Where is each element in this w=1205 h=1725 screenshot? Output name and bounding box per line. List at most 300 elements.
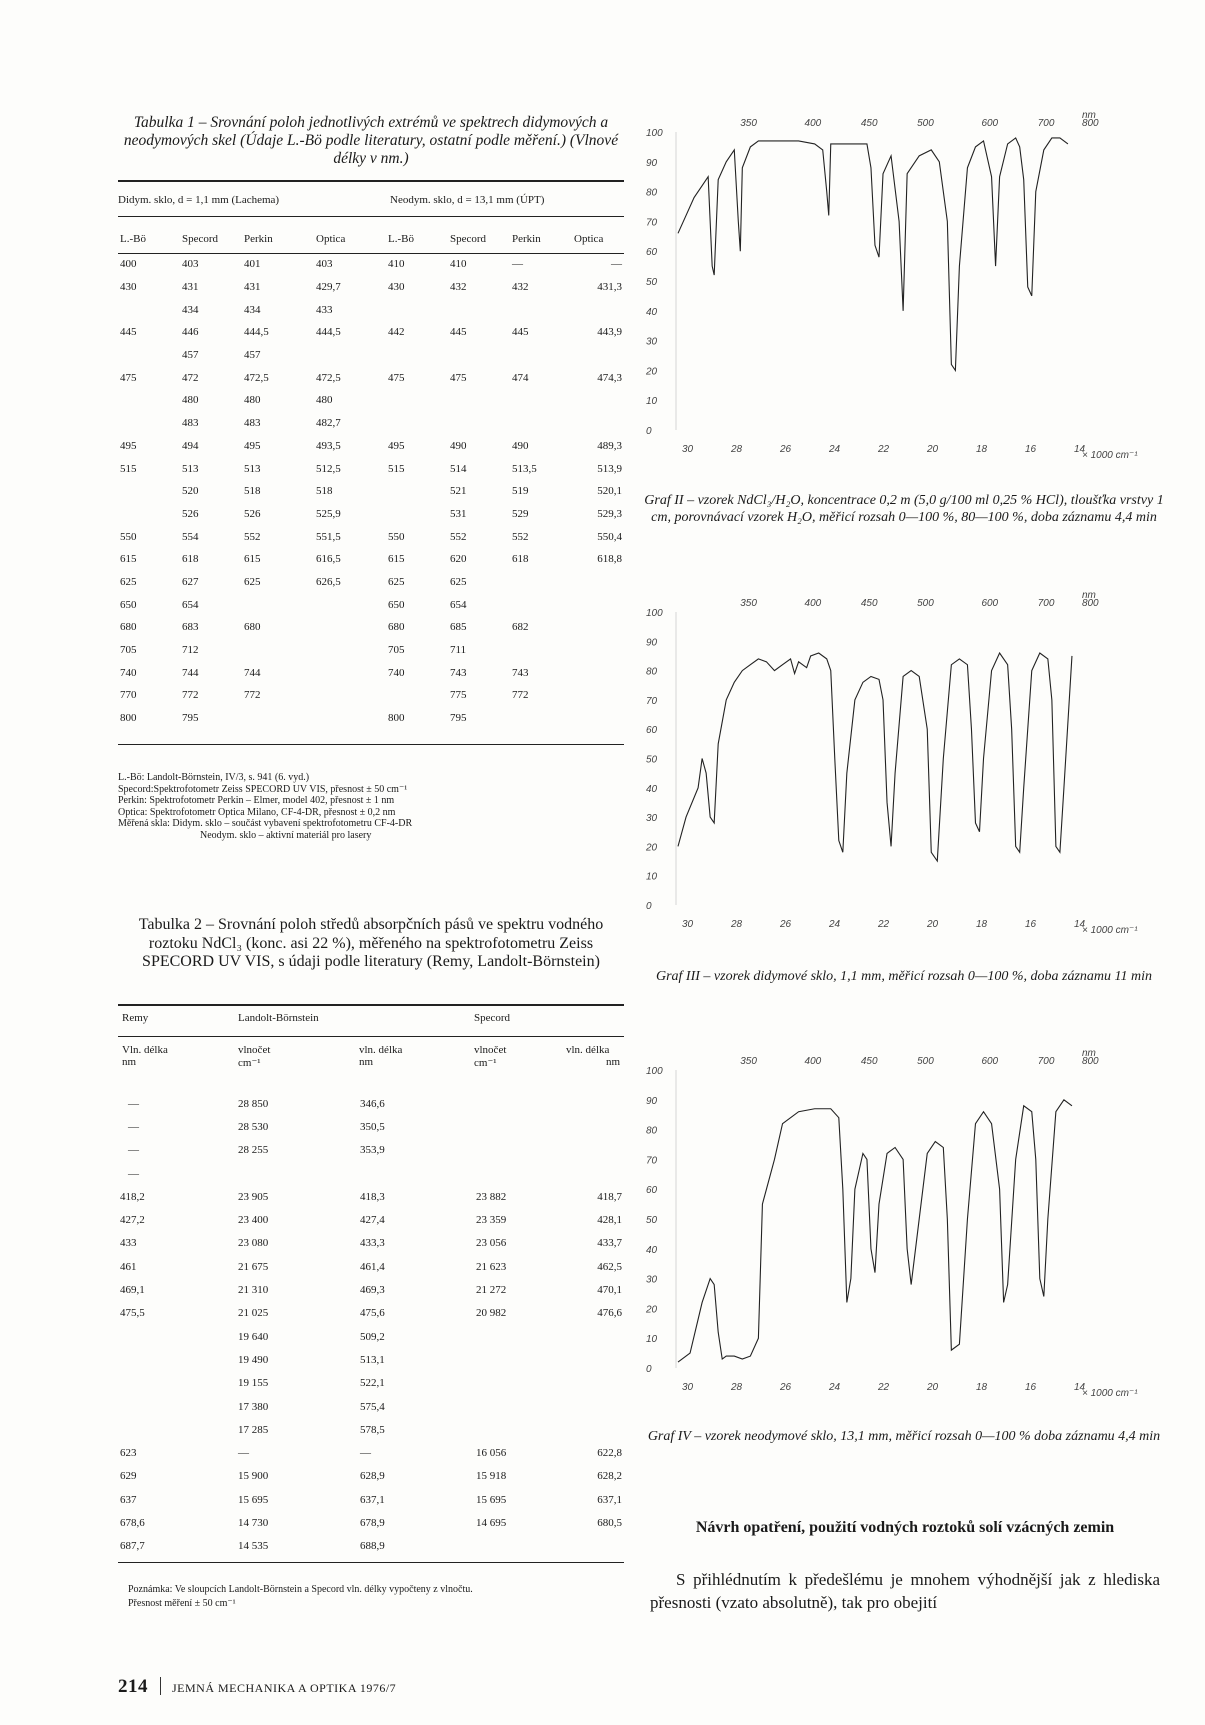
table1-cell	[448, 344, 510, 367]
table1-cell	[510, 707, 572, 730]
table1-cell: 472,5	[316, 371, 341, 384]
table1-cell: 518	[244, 485, 261, 498]
table1-top-rule	[118, 180, 624, 182]
table2-row	[118, 1488, 624, 1511]
table1-cell: 520,1	[597, 485, 622, 498]
table1-cell	[314, 639, 386, 662]
x-tick-label: 22	[878, 1382, 890, 1393]
table2-cell	[474, 1092, 570, 1115]
x-tick-label: 24	[829, 444, 841, 455]
table1-note: Měřená skla: Didym. sklo – součást vybavení spektrofotometru CF-4-DR	[118, 818, 413, 829]
table2-cell	[570, 1372, 624, 1395]
table1-cell: 625	[450, 575, 467, 588]
table1-group-didym: Didym. sklo, d = 1,1 mm (Lachema)	[118, 194, 280, 206]
table2-cell: 622,8	[597, 1447, 622, 1460]
table1-col-header: L.-Bö	[388, 232, 414, 245]
table1-cell: 444,5	[316, 326, 341, 339]
table1-cell: 444,5	[244, 326, 269, 339]
table1-cell: 529,3	[597, 507, 622, 520]
table2-cell: 20 982	[476, 1307, 507, 1320]
table1-col-header: Optica	[574, 232, 604, 245]
table1-cell: 770	[120, 689, 137, 702]
table1-cell: 744	[244, 666, 261, 679]
table2-row	[118, 1278, 624, 1301]
y-tick-label: 50	[646, 277, 658, 288]
spectrum-curve	[678, 1100, 1072, 1362]
y-tick-label: 100	[646, 608, 663, 619]
table2-cell: —	[128, 1144, 139, 1157]
x-tick-label: 18	[976, 919, 988, 930]
table1-cell	[510, 571, 572, 594]
table1-cell: 474,3	[597, 371, 622, 384]
table1-cell	[314, 707, 386, 730]
table1-col-header: Optica	[316, 232, 346, 245]
table1-cell	[118, 389, 180, 412]
table2-cell	[118, 1348, 236, 1371]
table2-cell	[474, 1418, 570, 1441]
table2-cell	[474, 1162, 570, 1185]
table1-mid-rule	[118, 216, 624, 217]
table1-cell: 682	[512, 621, 529, 634]
table1-note: Specord:Spektrofotometr Zeiss SPECORD UV VIS, přesnost ± 50 cm⁻¹	[118, 783, 408, 795]
table2-mid-rule	[118, 1036, 624, 1037]
x-unit-label: × 1000 cm⁻¹	[1082, 450, 1138, 461]
y-tick-label: 90	[646, 157, 658, 169]
table2-row	[118, 1302, 624, 1325]
table2-caption: Tabulka 2 – Srovnání poloh středů absorpčních pásů ve spektru vodného roztoku NdCl₃ (konc. asi 22 %), měřeného na spektrofotometru Zeiss SPECORD UV VIS, s údaji podle literatury (Remy, Landolt-Börnstein)	[138, 916, 604, 970]
table2-cell: 433,3	[360, 1237, 385, 1250]
y-tick-label: 30	[646, 1274, 658, 1286]
table2-cell: 17 380	[238, 1400, 269, 1413]
table1-cell: 743	[450, 666, 467, 679]
y-tick-label: 70	[646, 1155, 658, 1167]
table2-cell: 15 695	[476, 1493, 507, 1506]
table2-row	[118, 1185, 624, 1208]
top-nm-label: 700	[1037, 1056, 1055, 1067]
table2-cell: 469,3	[360, 1284, 385, 1297]
table2-cell: 433	[120, 1237, 137, 1250]
table1-cell: 625	[244, 575, 261, 588]
table2-cell: 353,9	[360, 1144, 385, 1157]
top-nm-label: 450	[860, 598, 878, 609]
table2-row	[118, 1092, 624, 1115]
table2-cell: 470,1	[597, 1284, 622, 1297]
table2-cell: 23 400	[238, 1214, 269, 1227]
table2-cell: 688,9	[360, 1540, 385, 1553]
table1-cell: 513	[182, 462, 199, 475]
table2-cell: 461,4	[360, 1260, 385, 1273]
table1-cell	[314, 661, 386, 684]
table1-cell: 526	[182, 507, 199, 520]
table1-cell: 434	[182, 303, 199, 316]
table2-cell: 14 695	[476, 1516, 507, 1529]
y-tick-label: 80	[646, 187, 658, 199]
table2-cell	[474, 1139, 570, 1162]
graph-2-svg	[644, 110, 1164, 480]
table1-cell: 433	[316, 303, 333, 316]
table2-cell: 427,2	[120, 1214, 145, 1227]
table2-cell: 28 850	[238, 1097, 269, 1110]
spectrum-curve	[678, 653, 1072, 861]
table2-col-lb1-a: vlnočet	[238, 1044, 271, 1056]
table2-row	[118, 1395, 624, 1418]
table2-cell: 427,4	[360, 1214, 385, 1227]
table1-cell: 550	[120, 530, 137, 543]
x-unit-label: × 1000 cm⁻¹	[1082, 925, 1138, 936]
table2-cell: 15 900	[238, 1470, 269, 1483]
table1-cell: 513	[244, 462, 261, 475]
table1-cell: 519	[512, 485, 529, 498]
table1	[118, 224, 624, 729]
table1-body	[118, 224, 624, 729]
table1-cell: 475	[450, 371, 467, 384]
table1-cell: 495	[244, 439, 261, 452]
table1-header-row	[118, 224, 624, 253]
table2-cell: —	[238, 1447, 249, 1460]
y-tick-label: 100	[646, 1066, 663, 1077]
table1-cell: 680	[244, 621, 261, 634]
table1-cell: 480	[316, 394, 333, 407]
table1-col-header: Perkin	[512, 232, 541, 245]
table1-cell: 654	[450, 598, 467, 611]
table1-row	[118, 276, 624, 299]
top-nm-label: 600	[981, 598, 999, 609]
table1-cell: 513,9	[597, 462, 622, 475]
table1-cell: 515	[120, 462, 137, 475]
table1-row	[118, 639, 624, 662]
table2-cell: 637,1	[597, 1493, 622, 1506]
top-nm-label: 800	[1081, 1056, 1099, 1067]
y-tick-label: 50	[646, 1215, 658, 1226]
table1-cell: 650	[120, 598, 137, 611]
top-nm-label: 600	[981, 118, 999, 129]
section-heading: Návrh opatření, použití vodných roztoků solí vzácných zemin	[695, 1519, 1115, 1536]
table1-cell: 554	[182, 530, 199, 543]
x-tick-label: 28	[731, 1382, 743, 1393]
table2-row	[118, 1535, 624, 1558]
x-tick-label: 14	[1074, 444, 1086, 455]
table2-row	[118, 1162, 624, 1185]
table1-cell: 529	[512, 507, 529, 520]
table1-cell	[118, 412, 180, 435]
table2-cell	[236, 1162, 358, 1185]
table2-group-specord: Specord	[474, 1012, 511, 1024]
table1-cell: 514	[450, 462, 467, 475]
table1-cell	[314, 684, 386, 707]
table1-cell	[510, 593, 572, 616]
table1-row	[118, 366, 624, 389]
table2-row	[118, 1372, 624, 1395]
top-nm-label: 350	[740, 1056, 757, 1067]
table2-row	[118, 1139, 624, 1162]
table1-cell: 475	[120, 371, 137, 384]
table1-cell	[572, 389, 624, 412]
table1-cell: 772	[244, 689, 261, 702]
table2-cell: 21 310	[238, 1284, 269, 1297]
table1-col-header: Perkin	[244, 232, 273, 245]
table1-cell: 483	[244, 417, 261, 430]
x-tick-label: 24	[829, 919, 841, 930]
table2-cell	[118, 1395, 236, 1418]
table1-cell: 526	[244, 507, 261, 520]
table2-cell: 522,1	[360, 1377, 385, 1390]
top-nm-label: 450	[860, 118, 878, 129]
table1-cell	[314, 593, 386, 616]
table2-cell	[570, 1535, 624, 1558]
graph-3	[644, 590, 1164, 945]
table1-notes	[118, 772, 624, 841]
table1-cell: 615	[244, 553, 261, 566]
table2-col-sp1-b: cm⁻¹	[474, 1057, 497, 1069]
x-tick-label: 26	[780, 1382, 792, 1393]
y-tick-label: 30	[646, 336, 658, 348]
table2-cell: 418,3	[360, 1190, 385, 1203]
table1-cell: 680	[388, 621, 405, 634]
table2-cell: 346,6	[360, 1097, 385, 1110]
table2-cell	[358, 1162, 474, 1185]
table2-cell: 21 272	[476, 1284, 507, 1297]
table2-row	[118, 1348, 624, 1371]
table1-cell	[572, 684, 624, 707]
top-nm-label: 800	[1081, 118, 1099, 129]
table1-cell: 775	[450, 689, 467, 702]
table2-col-sp1-a: vlnočet	[474, 1044, 507, 1056]
table1-col-header: L.-Bö	[120, 232, 146, 245]
table1-cell	[242, 707, 314, 730]
table1-cell: 518	[316, 485, 333, 498]
nm-unit-label: nm	[1082, 1048, 1096, 1059]
table2-row	[118, 1418, 624, 1441]
table2-cell: 513,1	[360, 1353, 385, 1366]
x-tick-label: 20	[927, 1382, 939, 1393]
table1-row	[118, 457, 624, 480]
table1-cell: 744	[182, 666, 199, 679]
table2-cell: 21 623	[476, 1260, 507, 1273]
table1-cell	[510, 298, 572, 321]
table1-row	[118, 707, 624, 730]
table2-cell	[474, 1115, 570, 1138]
table1-cell	[448, 389, 510, 412]
top-nm-label: 350	[740, 118, 757, 129]
table1-cell: 474	[512, 371, 529, 384]
table1-row	[118, 321, 624, 344]
table1-cell: 472	[182, 371, 199, 384]
table2-cell: 462,5	[597, 1260, 622, 1273]
table2-cell: 28 255	[238, 1144, 269, 1157]
table2-col-sp2-b: nm	[606, 1056, 621, 1068]
table1-cell: 800	[120, 712, 137, 725]
x-tick-label: 30	[682, 444, 694, 455]
table1-note: Optica: Spektrofotometr Optica Milano, CF-4-DR, přesnost ± 0,2 nm	[118, 806, 396, 818]
table1-cell	[572, 571, 624, 594]
top-nm-label: 500	[917, 598, 934, 609]
y-tick-label: 0	[646, 1364, 652, 1375]
y-tick-label: 20	[646, 842, 658, 854]
table2-bottom-rule	[118, 1562, 624, 1563]
top-nm-label: 350	[740, 598, 757, 609]
y-tick-label: 90	[646, 1095, 658, 1107]
table2-col-lb2-a: vln. délka	[359, 1044, 403, 1056]
table1-cell: 403	[316, 258, 333, 271]
table1-cell: —	[611, 258, 622, 271]
table1-cell: 552	[450, 530, 467, 543]
table1-cell: 432	[512, 281, 529, 294]
y-tick-label: 10	[646, 1334, 658, 1346]
table1-cell: 457	[244, 349, 261, 362]
table1-cell: 531	[450, 507, 467, 520]
table1-cell	[314, 616, 386, 639]
table1-row	[118, 684, 624, 707]
table1-cell: 705	[388, 644, 405, 657]
table2-cell: 19 155	[238, 1377, 269, 1390]
table1-cell: 482,7	[316, 417, 341, 430]
table1-cell: 616,5	[316, 553, 341, 566]
table1-cell	[242, 593, 314, 616]
table2-cell: 15 918	[476, 1470, 507, 1483]
nm-unit-label: nm	[1082, 110, 1096, 121]
table1-cell: 552	[244, 530, 261, 543]
graph-2-caption: Graf II – vzorek NdCl₃/H₂O, koncentrace 0,2 m (5,0 g/100 ml 0,25 % HCl), tloušťka vrstvy 1 cm, porovnávací vzorek H₂O, měřicí rozsah 0—100 %, 80—100 %, doba záznamu 4,4 min	[644, 493, 1164, 525]
top-nm-label: 450	[860, 1056, 878, 1067]
graph-4-svg	[644, 1048, 1164, 1408]
table1-cell	[314, 344, 386, 367]
table2-cell: —	[360, 1447, 371, 1460]
table1-cell: 480	[182, 394, 199, 407]
y-tick-label: 40	[646, 783, 658, 795]
table1-cell: 627	[182, 575, 199, 588]
table1-cell: 401	[244, 258, 261, 271]
graph-4-caption: Graf IV – vzorek neodymové sklo, 13,1 mm, měřicí rozsah 0—100 % doba záznamu 4,4 min	[647, 1429, 1161, 1444]
table1-group-neodym: Neodym. sklo, d = 13,1 mm (ÚPT)	[390, 194, 545, 206]
table2-cell: 637,1	[360, 1493, 385, 1506]
table2-cell: 433,7	[597, 1237, 622, 1250]
table1-row	[118, 548, 624, 571]
x-tick-label: 16	[1025, 444, 1037, 455]
table2-cell	[118, 1372, 236, 1395]
table1-cell: 431	[244, 281, 261, 294]
table1-cell: 430	[120, 281, 137, 294]
table2-cell: 461	[120, 1260, 137, 1273]
y-tick-label: 50	[646, 754, 658, 766]
table1-cell	[242, 639, 314, 662]
table2-cell: 23 905	[238, 1190, 269, 1203]
page-number: 214	[118, 1676, 148, 1697]
table1-cell: 711	[450, 644, 467, 657]
table1-cell: 490	[450, 439, 467, 452]
x-tick-label: 22	[878, 444, 890, 455]
table1-cell	[510, 389, 572, 412]
table2-row	[118, 1208, 624, 1231]
y-tick-label: 40	[646, 306, 658, 318]
top-nm-label: 700	[1037, 598, 1055, 609]
y-tick-label: 10	[646, 396, 658, 408]
table1-cell: 432	[450, 281, 467, 294]
table1-cell	[572, 593, 624, 616]
table1-cell: 442	[388, 326, 405, 339]
table1-cell	[118, 298, 180, 321]
table1-cell	[572, 298, 624, 321]
table2-cell: 637	[120, 1493, 137, 1506]
table1-cell: 650	[388, 598, 405, 611]
table1-note: L.-Bö: Landolt-Börnstein, IV/3, s. 941 (6. vyd.)	[118, 772, 310, 783]
table1-cell: 475	[388, 371, 405, 384]
table2-cell: 15 695	[238, 1493, 269, 1506]
table2-cell: 678,9	[360, 1516, 385, 1529]
y-tick-label: 100	[646, 128, 663, 139]
x-tick-label: 14	[1074, 1382, 1086, 1393]
table2-cell: 23 080	[238, 1237, 269, 1250]
table2-row	[118, 1511, 624, 1534]
y-tick-label: 80	[646, 1125, 658, 1137]
table1-cell: 480	[244, 394, 261, 407]
table1-cell	[510, 412, 572, 435]
table2-cell	[474, 1372, 570, 1395]
table1-cell: 740	[120, 666, 137, 679]
y-tick-label: 0	[646, 426, 652, 437]
table1-cell: 615	[388, 553, 405, 566]
y-tick-label: 20	[646, 1304, 658, 1316]
table1-row	[118, 389, 624, 412]
table2	[118, 1092, 624, 1558]
table1-cell: 430	[388, 281, 405, 294]
table1-row	[118, 571, 624, 594]
table1-cell: 525,9	[316, 507, 341, 520]
table1-cell: 472,5	[244, 371, 269, 384]
table2-cell	[570, 1395, 624, 1418]
y-tick-label: 90	[646, 637, 658, 649]
table1-cell: 740	[388, 666, 405, 679]
table2-cell: 575,4	[360, 1400, 385, 1413]
table1-cell: 410	[388, 258, 405, 271]
table1-bottom-rule	[118, 744, 624, 745]
graph-3-svg	[644, 590, 1164, 945]
y-tick-label: 20	[646, 366, 658, 378]
table1-cell	[510, 639, 572, 662]
y-tick-label: 60	[646, 1185, 658, 1197]
table2-cell: 475,5	[120, 1307, 145, 1320]
table1-cell: 483	[182, 417, 199, 430]
table2-cell	[474, 1535, 570, 1558]
table1-caption: Tabulka 1 – Srovnání poloh jednotlivých extrémů ve spektrech didymových a neodymových skel (Údaje L.-Bö podle literatury, ostatní podle měření.) (Vlnové délky v nm.)	[123, 114, 619, 167]
table1-row	[118, 503, 624, 526]
table1-cell	[386, 684, 448, 707]
table1-cell: 495	[388, 439, 405, 452]
top-nm-label: 400	[804, 598, 822, 609]
table1-row	[118, 412, 624, 435]
x-tick-label: 28	[731, 444, 743, 455]
x-tick-label: 16	[1025, 1382, 1037, 1393]
top-nm-label: 600	[981, 1056, 999, 1067]
table2-cell: 14 730	[238, 1516, 269, 1529]
table1-cell	[386, 412, 448, 435]
table1-cell: 620	[450, 553, 467, 566]
table1-cell: 683	[182, 621, 199, 634]
table1-cell	[572, 661, 624, 684]
x-tick-label: 18	[976, 444, 988, 455]
table2-note: Poznámka: Ve sloupcích Landolt-Börnstein a Specord vln. délky vypočteny z vlnočtu.	[128, 1584, 473, 1595]
x-tick-label: 16	[1025, 919, 1037, 930]
table2-cell: 23 056	[476, 1237, 507, 1250]
table1-cell: 625	[120, 575, 137, 588]
y-tick-label: 70	[646, 217, 658, 229]
table1-cell: 615	[120, 553, 137, 566]
x-tick-label: 20	[927, 919, 939, 930]
table2-cell: 16 056	[476, 1447, 507, 1460]
table1-cell: 625	[388, 575, 405, 588]
table2-row	[118, 1115, 624, 1138]
top-nm-label: 500	[917, 118, 934, 129]
table2-cell: 687,7	[120, 1540, 145, 1553]
